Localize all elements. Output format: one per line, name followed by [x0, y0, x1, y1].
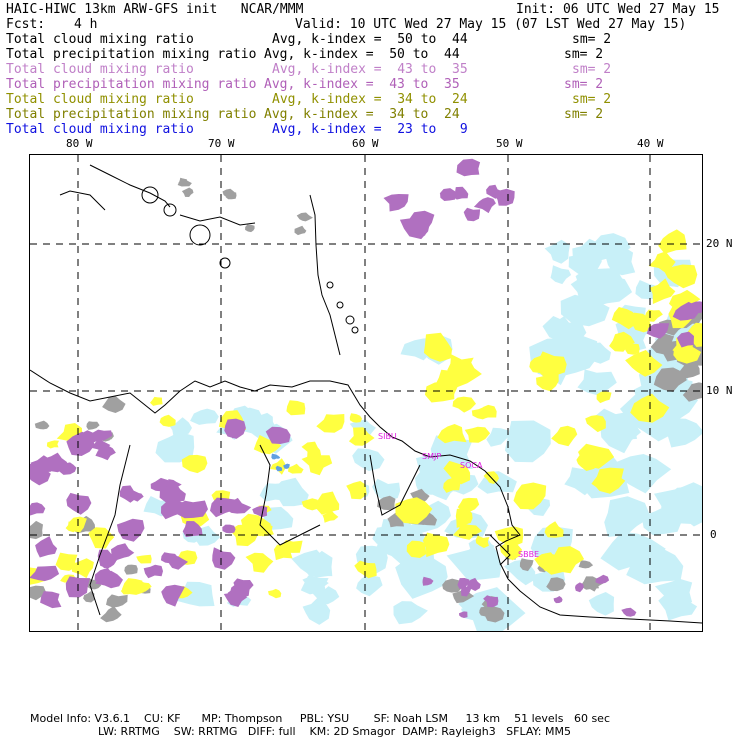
cloud-area-purple — [222, 525, 235, 534]
cloud-area-gray — [182, 188, 194, 198]
cloud-area-yellow — [597, 392, 612, 404]
cloud-area-gray — [178, 178, 192, 187]
cloud-area-yellow — [182, 455, 208, 473]
forecast-map — [29, 154, 703, 632]
station-smjp: SMJP — [422, 452, 442, 461]
cloud-area-yellow — [585, 415, 606, 432]
cloud-area-gray — [86, 421, 99, 430]
model-info-line1: Model Info: V3.6.1 CU: KF MP: Thompson PBL: YSU SF: Noah LSM 13 km 51 levels 60 sec — [30, 712, 610, 725]
cloud-area-yellow — [554, 546, 584, 573]
cloud-area-purple — [453, 187, 468, 200]
cloud-area-purple — [35, 536, 57, 557]
cloud-area-purple — [554, 596, 563, 603]
island-outline — [164, 204, 176, 216]
cloud-area-gray — [297, 213, 313, 222]
coastline — [90, 165, 170, 207]
island-outline — [142, 187, 158, 203]
cloud-area-purple — [30, 566, 59, 581]
legend-sm: sm= 2 — [572, 32, 612, 47]
cloud-area-purple — [40, 591, 61, 608]
cloud-area-lightblue — [486, 428, 509, 447]
cloud-area-yellow — [136, 555, 152, 564]
valid-time: Valid: 10 UTC Wed 27 May 15 (07 LST Wed 27 May 15) — [295, 17, 687, 32]
cloud-area-yellow — [316, 492, 339, 515]
cloud-area-yellow — [551, 426, 577, 447]
cloud-area-yellow — [346, 481, 366, 499]
cloud-area-yellow — [472, 408, 494, 420]
legend-sm: sm= 2 — [572, 92, 612, 107]
cloud-area-gray — [579, 560, 594, 568]
cloud-area-purple — [212, 547, 235, 570]
cloud-area-yellow — [160, 415, 176, 427]
cloud-area-gray — [295, 226, 307, 235]
island-outline — [346, 316, 354, 324]
cloud-area-lightblue — [505, 421, 551, 463]
coastline — [310, 195, 340, 355]
cloud-area-yellow — [282, 540, 303, 553]
legend-avg: Avg, k-index = 43 to 35 — [272, 62, 468, 77]
cloud-area-yellow — [350, 413, 362, 422]
lon-label-40w: 40 W — [637, 137, 664, 150]
cloud-area-yellow — [437, 424, 466, 443]
cloud-area-purple — [144, 565, 163, 579]
forecast-label: Fcst: — [6, 17, 46, 32]
legend-sm: sm= 2 — [564, 47, 604, 62]
coastline — [60, 191, 105, 210]
forecast-hour: 4 h — [74, 17, 98, 32]
lon-label-70w: 70 W — [208, 137, 235, 150]
cloud-area-purple — [621, 608, 636, 617]
cloud-area-yellow — [47, 440, 59, 448]
cloud-area-yellow — [658, 229, 686, 253]
cloud-area-gray — [245, 225, 255, 233]
legend-avg: Avg, k-index = 43 to 35 — [264, 77, 460, 92]
cloud-area-purple — [457, 159, 481, 177]
cloud-area-yellow — [88, 527, 114, 548]
cloud-area-purple — [210, 498, 235, 518]
cloud-area-yellow — [536, 374, 559, 391]
cloud-area-purple — [30, 502, 45, 515]
map-canvas — [30, 155, 702, 631]
legend-avg: Avg, k-index = 50 to 44 — [264, 47, 460, 62]
cloud-area-purple — [66, 493, 91, 515]
cloud-area-yellow — [246, 553, 274, 573]
cloud-area-yellow — [302, 455, 333, 475]
legend-sm: sm= 2 — [564, 77, 604, 92]
lon-label-60w: 60 W — [352, 137, 379, 150]
legend-field: Total cloud mixing ratio — [6, 92, 194, 107]
cloud-area-purple — [117, 519, 145, 542]
legend-field: Total precipitation mixing ratio — [6, 77, 257, 92]
cloud-area-gray — [35, 421, 50, 430]
cloud-area-gray — [106, 594, 128, 607]
cloud-area-purple — [384, 194, 409, 212]
island-outline — [337, 302, 343, 308]
station-soca: SOCA — [460, 461, 483, 470]
lat-label-20n: 20 N — [706, 237, 733, 250]
cloud-area-lightblue — [589, 592, 614, 616]
cloud-area-purple — [459, 611, 468, 618]
cloud-area-yellow — [316, 414, 344, 433]
cloud-area-lightblue — [604, 496, 651, 537]
legend-field: Total cloud mixing ratio — [6, 122, 194, 137]
lat-label-0: 0 — [710, 528, 717, 541]
station-sbbe: SBBE — [518, 550, 540, 559]
cloud-area-yellow — [268, 589, 281, 598]
lon-label-50w: 50 W — [496, 137, 523, 150]
cloud-area-purple — [161, 552, 179, 563]
legend-field: Total precipitation mixing ratio — [6, 47, 257, 62]
legend-field: Total cloud mixing ratio — [6, 32, 194, 47]
cloud-area-lightblue — [545, 240, 570, 264]
cloud-area-purple — [575, 582, 584, 592]
cloud-area-yellow — [150, 397, 163, 406]
legend-sm: sm= 2 — [572, 62, 612, 77]
cloud-area-gray — [30, 521, 43, 539]
legend-field: Total cloud mixing ratio — [6, 62, 194, 77]
cloud-area-lightblue — [393, 601, 428, 624]
island-outline — [352, 327, 358, 333]
plot-title: HAIC-HIWC 13km ARW-GFS init NCAR/MMM — [6, 2, 304, 17]
coastline — [180, 215, 255, 225]
cloud-area-yellow — [453, 397, 477, 413]
lon-label-80w: 80 W — [66, 137, 93, 150]
legend-field: Total precipitation mixing ratio — [6, 107, 257, 122]
cloud-area-yellow — [288, 464, 304, 474]
cloud-area-purple — [596, 575, 610, 584]
station-sibu: SIBU — [378, 432, 397, 441]
island-outline — [190, 225, 210, 245]
model-info-line2: LW: RRTMG SW: RRTMG DIFF: full KM: 2D Smagor DAMP: Rayleigh3 SFLAY: MM5 — [98, 725, 571, 738]
legend-sm: sm= 2 — [564, 107, 604, 122]
cloud-area-purple — [464, 208, 480, 222]
lat-label-10n: 10 N — [706, 384, 733, 397]
cloud-area-lightblue — [352, 448, 384, 471]
cloud-area-yellow — [495, 526, 524, 546]
cloud-area-lightblue — [577, 369, 616, 395]
cloud-area-lightblue — [356, 575, 383, 596]
cloud-area-gray — [100, 606, 122, 622]
cloud-area-yellow — [423, 533, 450, 558]
cloud-area-yellow — [286, 400, 305, 415]
island-outline — [327, 282, 333, 288]
cloud-area-gray — [124, 565, 138, 575]
cloud-area-lightblue — [190, 409, 219, 425]
legend-avg: Avg, k-index = 34 to 24 — [272, 92, 468, 107]
init-time: Init: 06 UTC Wed 27 May 15 — [516, 2, 720, 17]
cloud-area-lightblue — [551, 265, 572, 284]
legend-avg: Avg, k-index = 34 to 24 — [264, 107, 460, 122]
legend-avg: Avg, k-index = 50 to 44 — [272, 32, 468, 47]
legend-avg: Avg, k-index = 23 to 9 — [272, 122, 468, 137]
